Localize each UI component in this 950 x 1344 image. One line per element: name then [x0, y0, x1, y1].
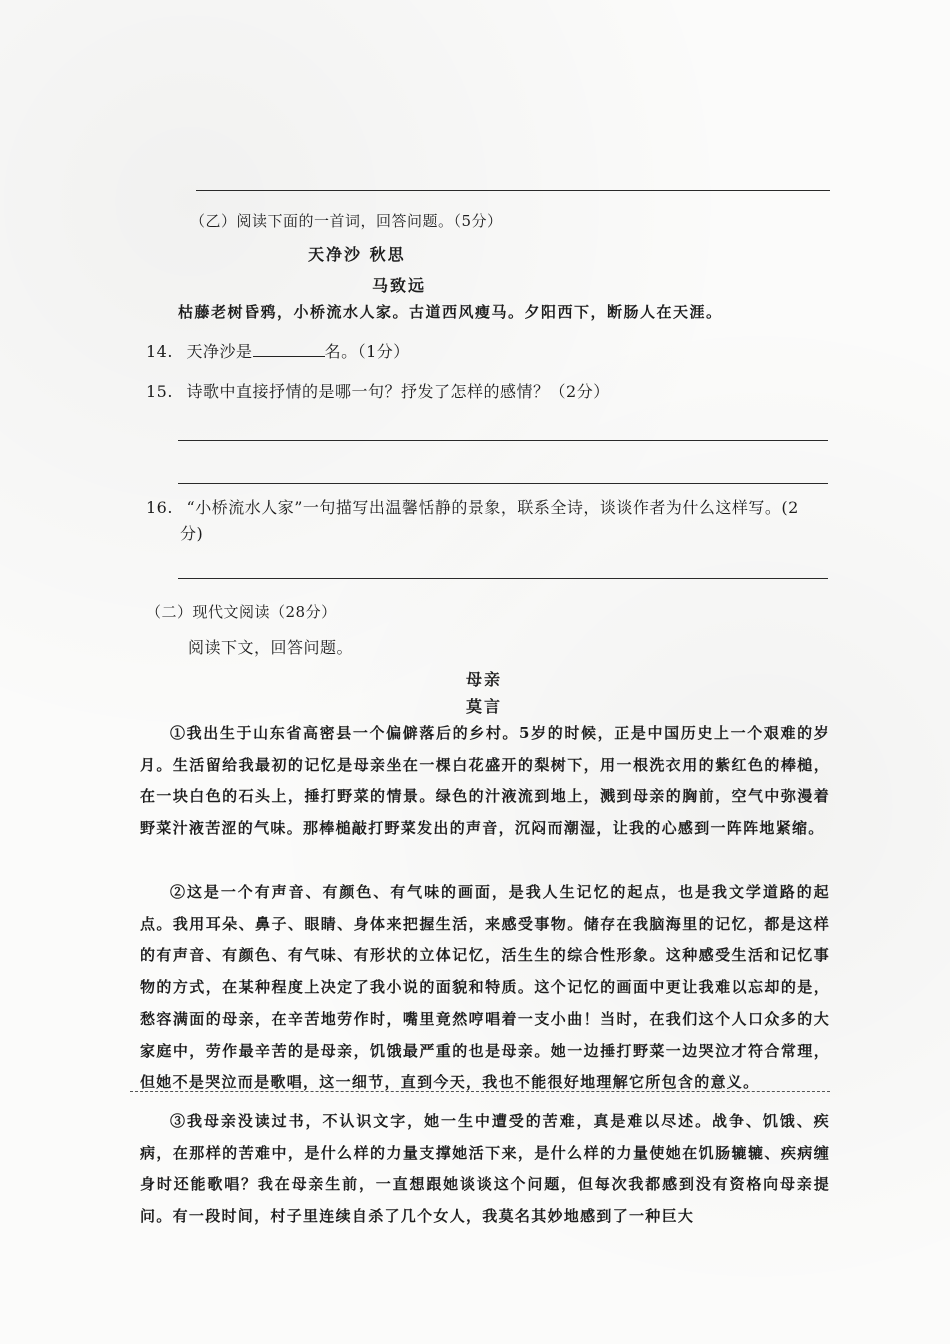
article-title: 母亲 — [466, 670, 503, 689]
question-number: 16. — [146, 498, 173, 517]
poem-title: 天净沙 秋思 — [308, 245, 406, 264]
question-text-after-blank: 名。（1分） — [324, 342, 410, 361]
question-text-before-blank: 天净沙是 — [186, 342, 253, 361]
question-text: 诗歌中直接抒情的是哪一句？抒发了怎样的感情？（2分） — [186, 382, 610, 401]
question-14 — [146, 339, 410, 362]
answer-line-16[interactable] — [178, 578, 828, 579]
fold-line — [130, 1091, 830, 1092]
question-16-continuation: 分) — [180, 524, 204, 543]
section-b-heading: （乙）阅读下面的一首词，回答问题。（5分） — [190, 212, 503, 230]
article-paragraph-2: ②这是一个有声音、有颜色、有气味的画面，是我人生记忆的起点，也是我文学道路的起点。我用耳朵、鼻子、眼睛、身体来把握生活，来感受事物。储存在我脑海里的记忆，都是这样的有声音、有颜色、有气味、有形状的立体记忆，活生生的综合性形象。这种感受生活和记忆事物的方式，在某种程度上决定了我小说的面貌和特质。这个记忆的画面中更让我难以忘却的是，愁容满面的母亲，在辛苦地劳作时，嘴里竟然哼唱着一支小曲！当时，在我们这个人口众多的大家庭中，劳作最辛苦的是母亲，饥饿最严重的也是母亲。她一边捶打野菜一边哭泣才符合常理，但她不是哭泣而是歌唱，这一细节，直到今天，我也不能很好地理解它所包含的意义。 — [140, 883, 830, 1092]
poem-text: 枯藤老树昏鸦，小桥流水人家。古道西风瘦马。夕阳西下，断肠人在天涯。 — [178, 303, 723, 321]
answer-line-top — [196, 190, 830, 191]
fill-blank[interactable] — [253, 342, 325, 357]
article-paragraph-3: ③我母亲没读过书，不认识文字，她一生中遭受的苦难，真是难以尽述。战争、饥饿、疾病，在那样的苦难中，是什么样的力量支撑她活下来，是什么样的力量使她在饥肠辘辘、疾病缠身时还能歌唱？我在母亲生前，一直想跟她谈谈这个问题，但每次我都感到没有资格向母亲提问。有一段时间，村子里连续自杀了几个女人，我莫名其妙地感到了一种巨大 — [140, 1112, 830, 1226]
question-number: 15. — [146, 382, 173, 401]
question-16 — [146, 495, 799, 518]
article-paragraph-1: ①我出生于山东省高密县一个偏僻落后的乡村。5岁的时候，正是中国历史上一个艰难的岁月。生活留给我最初的记忆是母亲坐在一棵白花盛开的梨树下，用一根洗衣用的紫红色的棒槌，在一块白色的石头上，捶打野菜的情景。绿色的汁液流到地上，溅到母亲的胸前，空气中弥漫着野菜汁液苦涩的气味。那棒槌敲打野菜发出的声音，沉闷而潮湿，让我的心感到一阵阵地紧缩。 — [140, 724, 830, 838]
question-15 — [146, 379, 610, 402]
answer-line-15b[interactable] — [178, 483, 828, 484]
poem-author: 马致远 — [372, 276, 427, 295]
reading-instruction: 阅读下文，回答问题。 — [188, 638, 354, 657]
answer-line-15a[interactable] — [178, 440, 828, 441]
article-author: 莫言 — [466, 697, 503, 716]
question-number: 14. — [146, 342, 173, 361]
section-two-heading: （二）现代文阅读（28分） — [146, 603, 337, 621]
question-text-line1: “小桥流水人家”一句描写出温馨恬静的景象，联系全诗，谈谈作者为什么这样写。(2 — [186, 498, 799, 517]
